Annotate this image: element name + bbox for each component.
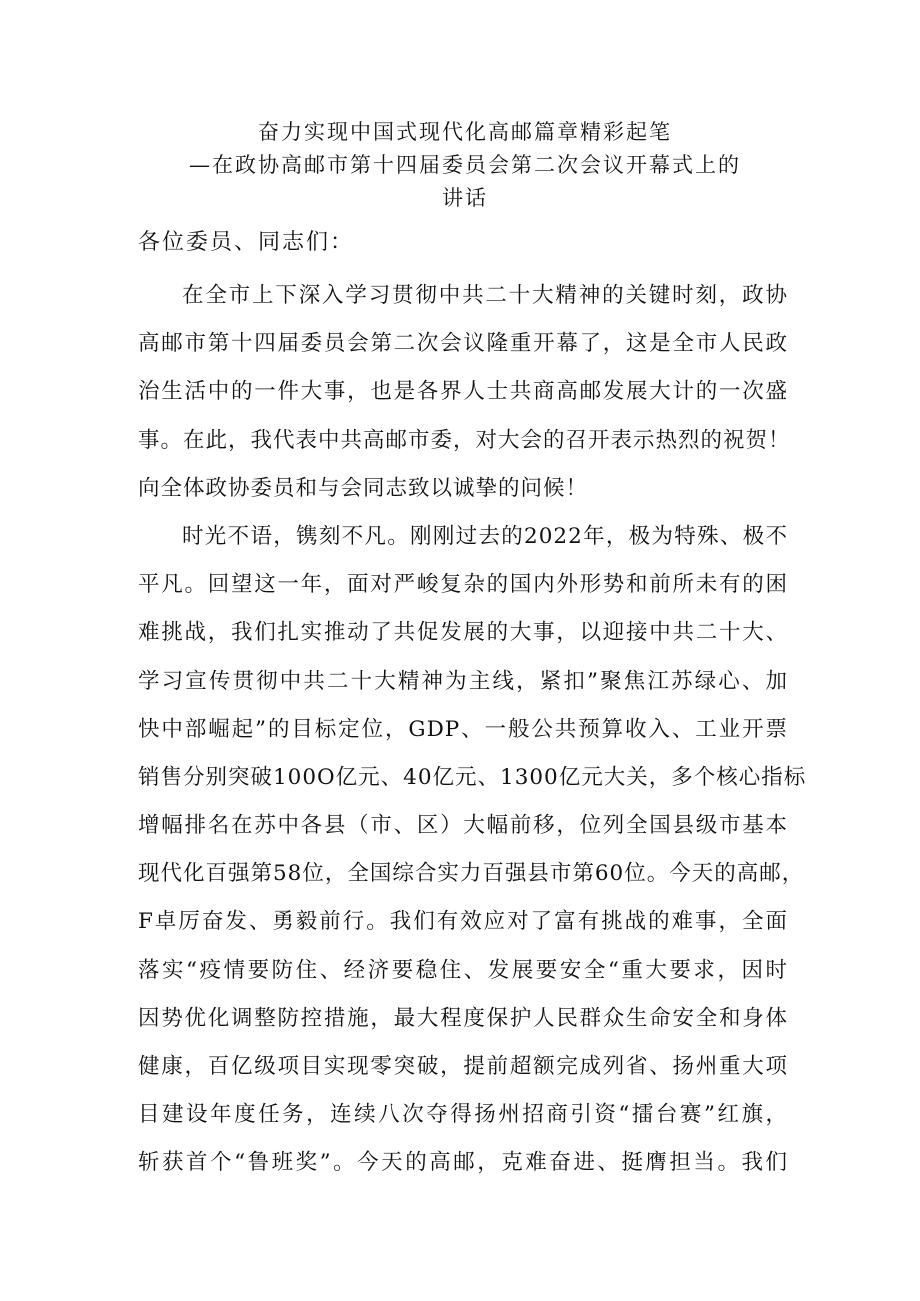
text-line: 高邮市第十四届委员会第二次会议隆重开幕了，这是全市人民政 bbox=[138, 331, 788, 357]
paragraph bbox=[138, 272, 791, 513]
paragraph bbox=[138, 513, 807, 1188]
title-line: 奋力实现中国式现代化高邮篇章精彩起笔 bbox=[258, 120, 672, 144]
text-line: 治生活中的一件大事，也是各界人士共商高邮发展大计的一次盛 bbox=[138, 379, 788, 405]
text-line: 增幅排名在苏中各县（市、区）大幅前移，位列全国县级市基本 bbox=[138, 813, 788, 839]
text-line: 时光不语，镌刻不凡。刚刚过去的2022年，极为特殊、极不 bbox=[182, 523, 788, 549]
document-title bbox=[140, 116, 790, 215]
text-line: 事。在此，我代表中共高邮市委，对大会的召开表示热烈的祝贺！ bbox=[138, 427, 791, 453]
subtitle-line: —在政协高邮市第十四届委员会第二次会议开幕式上的 bbox=[189, 153, 741, 177]
text-line: 快中部崛起”的目标定位，GDP、一般公共预算收入、工业开票 bbox=[138, 716, 788, 742]
text-line: 斩获首个“鲁班奖”。今天的高邮，克难奋进、挺膺担当。我们 bbox=[138, 1150, 788, 1176]
text-line: 在全市上下深入学习贯彻中共二十大精神的关键时刻，政协 bbox=[182, 283, 788, 308]
subtitle-line: 讲话 bbox=[442, 186, 488, 210]
text-line: 销售分别突破100O亿元、40亿元、1300亿元大关，多个核心指标 bbox=[138, 764, 807, 790]
text-line: F卓厉奋发、勇毅前行。我们有效应对了富有挑战的难事，全面 bbox=[138, 909, 788, 935]
text-line: 现代化百强第58位，全国综合实力百强县市第60位。今天的高邮， bbox=[138, 861, 805, 887]
text-line: 平凡。回望这一年，面对严峻复杂的国内外形势和前所未有的困 bbox=[138, 572, 788, 598]
salutation: 各位委员、同志们： bbox=[138, 230, 355, 255]
text-line: 目建设年度任务，连续八次夺得扬州招商引资“擂台赛”红旗， bbox=[138, 1102, 788, 1128]
text-line: 难挑战，我们扎实推动了共促发展的大事，以迎接中共二十大、 bbox=[138, 620, 788, 646]
text-line: 因势优化调整防控措施，最大程度保护人民群众生命安全和身体 bbox=[138, 1005, 788, 1031]
text-line: 落实“疫情要防住、经济要稳住、发展要安全“重大要求，因时 bbox=[138, 957, 788, 983]
document-body bbox=[138, 272, 807, 1188]
text-line: 向全体政协委员和与会同志致以诚挚的问候！ bbox=[138, 475, 589, 501]
text-line: 学习宣传贯彻中共二十大精神为主线，紧扣”聚焦江苏绿心、加 bbox=[138, 668, 788, 694]
text-line: 健康，百亿级项目实现零突破，提前超额完成列省、扬州重大项 bbox=[138, 1054, 788, 1079]
